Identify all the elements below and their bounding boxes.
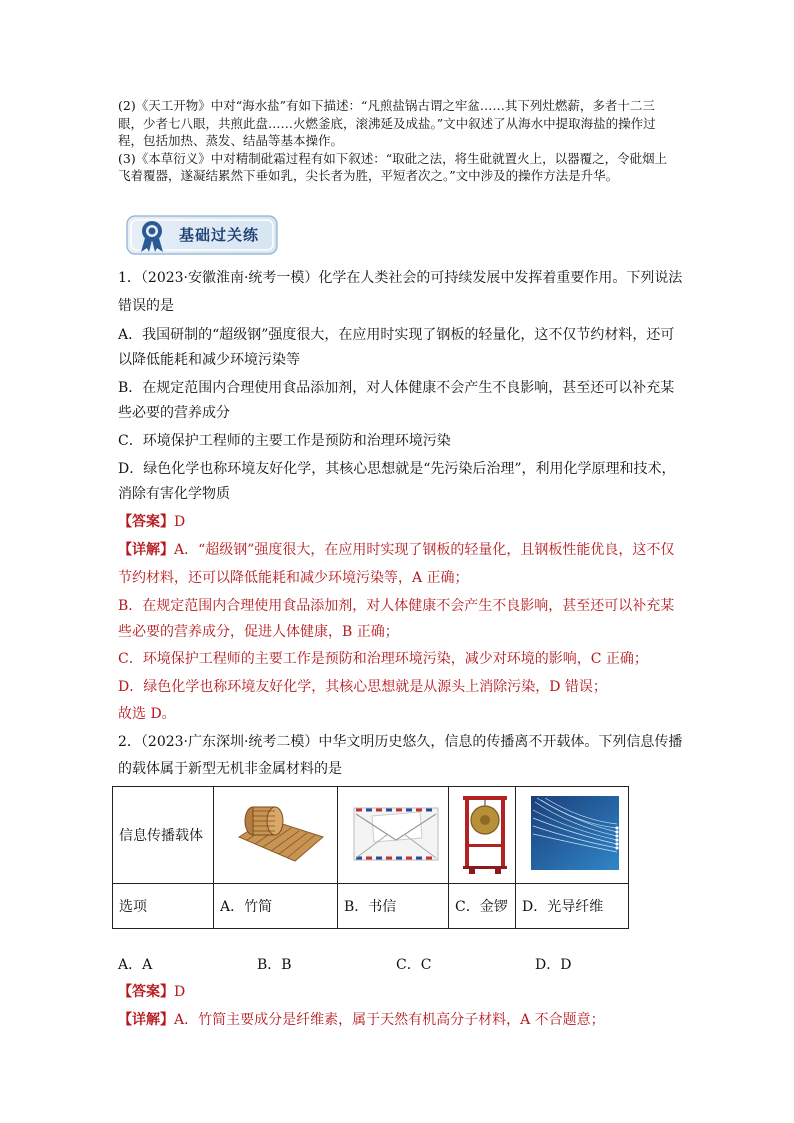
cell-envelope [338,787,449,884]
q2-choices [118,954,678,974]
explain-text: A．“超级钢”强度很大，在应用时实现了钢板的轻量化，且钢板性能优良，这不仅 [174,542,675,558]
q1-explain-a-line-1 [118,540,674,560]
q2-explain-a [118,1010,605,1030]
q1-explain-c: C．环境保护工程师的主要工作是预防和治理环境污染，减少对环境的影响，C 正确； [118,651,648,667]
q1-option-c: C．环境保护工程师的主要工作是预防和治理环境污染 [118,433,451,449]
q1-explain-b-line-1: B．在规定范围内合理使用食品添加剂，对人体健康不会产生不良影响，甚至还可以补充某 [118,598,675,614]
answer-value: D [174,984,186,1000]
q2-stem-line-2: 的载体属于新型无机非金属材料的是 [118,761,342,777]
gong-image [461,790,509,876]
q1-explain-b-line-2: 些必要的营养成分，促进人体健康，B 正确； [118,624,399,640]
option-b-label: B．书信 [338,884,449,929]
choice-d: D．D [535,957,572,973]
q1-answer [118,512,185,532]
q1-option-a-line-1: A．我国研制的“超级钢”强度很大，在应用时实现了钢板的轻量化，这不仅节约材料，还可 [118,327,675,343]
ribbon-medal-icon [135,218,169,254]
section-badge [121,212,279,258]
q1-option-d-line-2: 消除有害化学物质 [118,486,230,502]
q1-option-d-line-1: D．绿色化学也称环境友好化学，其核心思想就是“先污染后治理”，利用化学原理和技术， [118,461,676,477]
intro-paragraph-3: (3)《本草衍义》中对精制砒霜过程有如下叙述：“取砒之法，将生砒就置火上，以器覆之，令砒烟上飞着覆器，遂凝结累然下垂如乳，尖长者为胜，平短者次之。”文中涉及的操作方法是升华。 [118,150,668,183]
table-row-options [113,884,629,929]
q1-option-a-line-2: 以降低能耗和减少环境污染等 [118,352,300,368]
answer-value: D [174,514,186,530]
choice-a: A．A [118,957,153,973]
envelope-image [350,800,442,866]
q1-explain-a-line-2: 节约材料，还可以降低能耗和减少环境污染等，A 正确； [118,570,469,586]
row-label-carrier: 信息传播载体 [113,787,214,884]
cell-fiber [516,787,629,884]
q1-stem-line-2: 错误的是 [118,298,174,314]
explain-tag: 【详解】 [118,1012,174,1028]
q2-stem-line-1: 2．（2023·广东深圳·统考二模）中华文明历史悠久，信息的传播离不开载体。下列信息传播 [118,734,683,750]
option-a-label: A．竹简 [214,884,338,929]
table-row-images [113,787,629,884]
q1-option-b-line-2: 些必要的营养成分 [118,405,230,421]
cell-gong [449,787,516,884]
bamboo-slips-image [231,797,327,869]
choice-c: C．C [396,957,432,973]
q1-explain-d: D．绿色化学也称环境友好化学，其核心思想就是从源头上消除污染，D 错误； [118,679,607,695]
explain-text: A．竹简主要成分是纤维素，属于天然有机高分子材料，A 不合题意； [174,1012,605,1028]
q2-answer [118,982,185,1002]
intro-section [118,97,678,185]
optical-fiber-image [531,796,619,870]
q1-conclusion: 故选 D。 [118,706,176,722]
explain-tag: 【详解】 [118,542,174,558]
option-c-label: C．金锣 [449,884,516,929]
choice-b: B．B [257,957,292,973]
option-d-label: D．光导纤维 [516,884,629,929]
intro-paragraph-2: (2)《天工开物》中对“海水盐”有如下描述：“凡煎盐锅古谓之牢盆……其下列灶燃薪，多者十二三眼，少者七八眼，共煎此盘……火燃釜底，滚沸延及成盐。”文中叙述了从海水中提取海盐的操作过程，包括加热、蒸发、结晶等基本操作。 [118,98,656,148]
q2-options-table [112,786,629,929]
q1-option-b-line-1: B．在规定范围内合理使用食品添加剂，对人体健康不会产生不良影响，甚至还可以补充某 [118,380,675,396]
q1-stem-line-1: 1．（2023·安徽淮南·统考一模）化学在人类社会的可持续发展中发挥着重要作用。下列说法 [118,270,683,286]
cell-bamboo [214,787,338,884]
badge-label: 基础过关练 [179,226,260,244]
answer-tag: 【答案】 [118,514,174,530]
answer-tag: 【答案】 [118,984,174,1000]
row-label-option: 选项 [113,884,214,929]
